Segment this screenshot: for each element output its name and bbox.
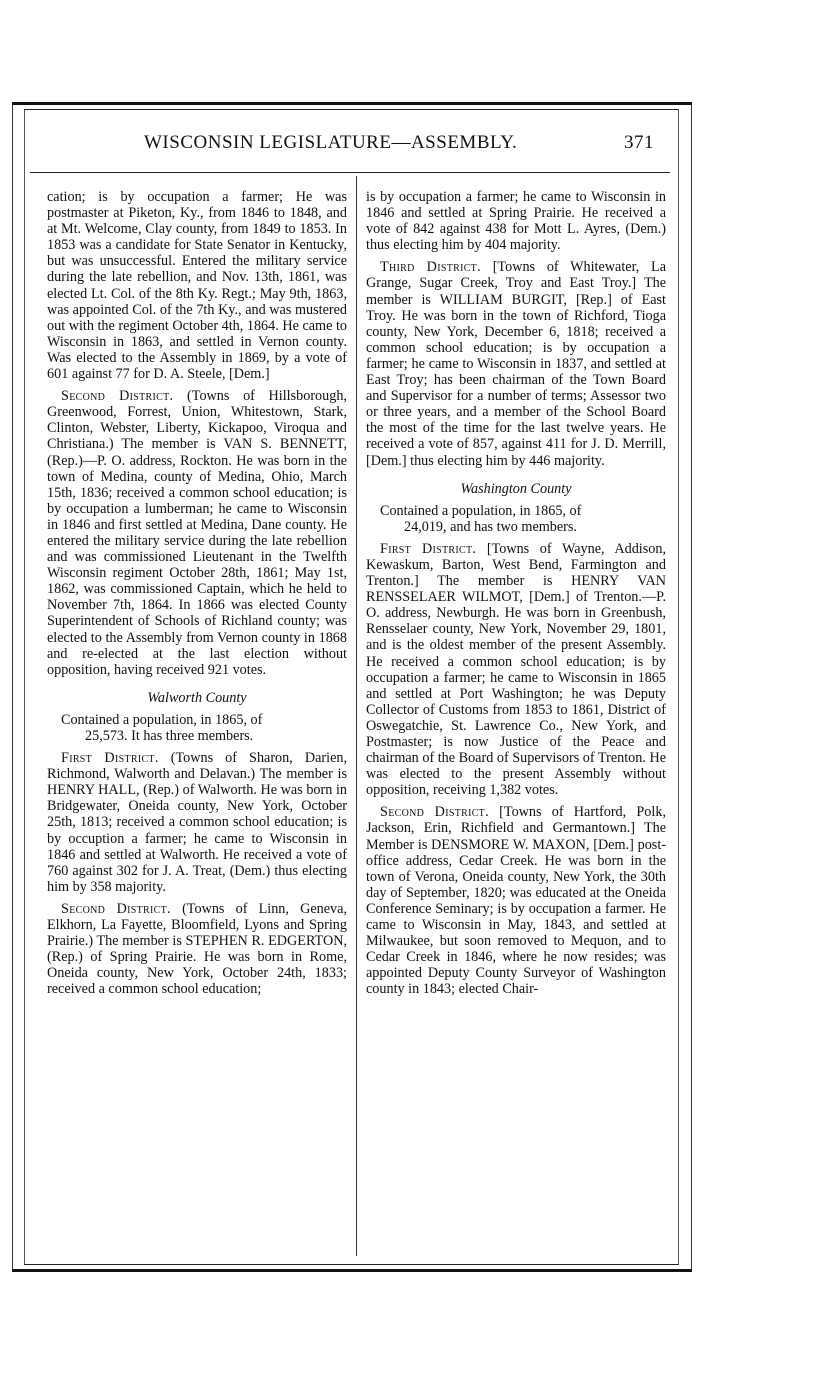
paragraph	[47, 388, 347, 678]
left-column	[47, 189, 347, 998]
county-heading: Washington County	[460, 480, 572, 497]
paragraph-text: [Towns of Wayne, Addison, Kewaskum, Barton, West Bend, Farmington and Trenton.] The member is HENRY VAN RENSSELAER WILMOT, [Dem.] of Trenton.—P. O. address, Newburgh. He was born in Greenbush, Rensselaer county, New York, November 29, 1801, and is the oldest member of the present Assembly. He received a common school education; is by occupation a farmer; he came to Wisconsin in 1865 and settled at Port Washington; he was Deputy Collector of Customs from 1853 to 1861, District of Oswegatchie, St. Lawrence Co., New York, and Postmaster; is now Justice of the Peace and chairman of the Board of Supervisors of Trenton. He was elected to the present Assembly without opposition, receiving 1,382 votes.	[366, 540, 666, 799]
paragraph-text: (Towns of Hillsborough, Greenwood, Forrest, Union, Whitestown, Stark, Clinton, Webster, Liberty, Kickapoo, Viroqua and Christiana.) The member is VAN S. BENNETT, (Rep.)—P. O. address, Rockton. He was born in the town of Medina, county of Medina, Ohio, March 15th, 1836; received a common school education; is by occupation a lumberman; he came to Wisconsin in 1846 and first settled at Medina, Dane county. He entered the military service during the late rebellion and was commissioned Lieutenant in the Twelfth Wisconsin regiment October 28th, 1861; May 1st, 1862, was commissioned Captain, which he held to November 7th, 1864. In 1866 was elected County Superintendent of Schools of Richland county; was elected to the Assembly from Vernon county in 1868 and re-elected at the last election without opposition, having received 921 votes.	[47, 388, 347, 678]
district-heading: Second District.	[380, 804, 489, 821]
paragraph-text: [Towns of Hartford, Polk, Jackson, Erin, Richfield and Germantown.] The Member is DENSMORE W. MAXON, [Dem.] post-office address, Cedar Creek. He was born in the town of Verona, Oneida county, New York, the 30th day of September, 1820; was educated at the Oneida Conference Seminary; is by occupation a farmer. He came to Wisconsin in May, 1843, and settled at Milwaukee, but soon removed to Mequon, and to Cedar Creek in 1846, where he now resides; was appointed Deputy County Surveyor of Washington county in 1843; elected Chair-	[366, 804, 666, 998]
paragraph-text: [Towns of Whitewater, La Grange, Sugar Creek, Troy and East Troy.] The member is WILLIAM BURGIT, [Rep.] of East Troy. He was born in the town of Richford, Tioga county, New York, December 6, 1818; received a common school education; is by occupation a farmer; he came to Wisconsin in 1837, and settled at East Troy; has been chairman of the Town Board and Supervisor for a number of terms; Assessor two or three years, and a member of the School Board the most of the time for the last twelve years. He received a vote of 857, against 411 for J. D. Merrill, [Dem.] thus electing him by 446 majority.	[366, 259, 667, 469]
population-line: Contained a population, in 1865, of	[380, 502, 582, 519]
district-heading: Second District.	[61, 388, 174, 405]
district-heading: Second District.	[61, 900, 171, 917]
paragraph	[47, 750, 347, 895]
paragraph	[366, 259, 666, 468]
paragraph	[366, 804, 666, 997]
district-heading: First District.	[380, 540, 477, 557]
population-line: 24,019, and has two members.	[404, 518, 577, 535]
paragraph: cation; is by occupation a farmer; He was postmaster at Piketon, Ky., from 1846 to 1848, and at Mt. Welcome, Clay county, from 1849 to 1853. In 1853 was a candidate for State Senator in Kentucky, but was unsuccessful. Entered the military service during the late rebellion, and Nov. 13th, 1861, was elected Lt. Col. of the 8th Ky. Regt.; May 9th, 1863, was appointed Col. of the 7th Ky., and was mustered out with the regiment October 4th, 1864. He came to Wisconsin in 1863, and settled in Vernon county. Was elected to the Assembly in 1869, by a vote of 601 against 77 for D. A. Steele, [Dem.]	[47, 189, 347, 383]
paragraph	[47, 901, 347, 998]
running-header	[30, 132, 670, 160]
population-line: 25,573. It has three members.	[85, 728, 254, 744]
county-heading: Walworth County	[147, 689, 247, 706]
paragraph	[366, 541, 666, 799]
population-note	[366, 503, 666, 535]
population-line: Contained a population, in 1865, of	[61, 711, 263, 728]
right-column	[366, 189, 666, 998]
district-heading: First District.	[61, 750, 159, 767]
header-rule	[30, 172, 670, 173]
population-note	[47, 712, 347, 744]
paragraph-text: (Towns of Sharon, Darien, Richmond, Walworth and Delavan.) The member is HENRY HALL, (Rep.) of Walworth. He was born in Bridgewater, Oneida county, New York, October 25th, 1813; received a common school education; is by occuption a farmer; he came to Wisconsin in 1846 and settled at Walworth. He received a vote of 760 against 302 for J. A. Treat, (Dem.) thus electing him by 358 majority.	[47, 750, 348, 895]
paragraph-text: (Towns of Linn, Geneva, Elkhorn, La Fayette, Bloomfield, Lyons and Spring Prairie.) The member is STEPHEN R. EDGERTON, (Rep.) of Spring Prairie. He was born in Rome, Oneida county, New York, October 24th, 1833; received a common school education;	[47, 900, 347, 998]
page-number: 371	[624, 132, 654, 153]
paragraph: is by occupation a farmer; he came to Wisconsin in 1846 and settled at Spring Prairie. He received a vote of 842 against 438 for Mott L. Ayres, (Dem.) thus electing him by 404 majority.	[366, 189, 666, 254]
district-heading: Third District.	[380, 259, 481, 276]
column-divider	[356, 176, 357, 1256]
page-title: WISCONSIN LEGISLATURE—ASSEMBLY.	[144, 132, 518, 153]
